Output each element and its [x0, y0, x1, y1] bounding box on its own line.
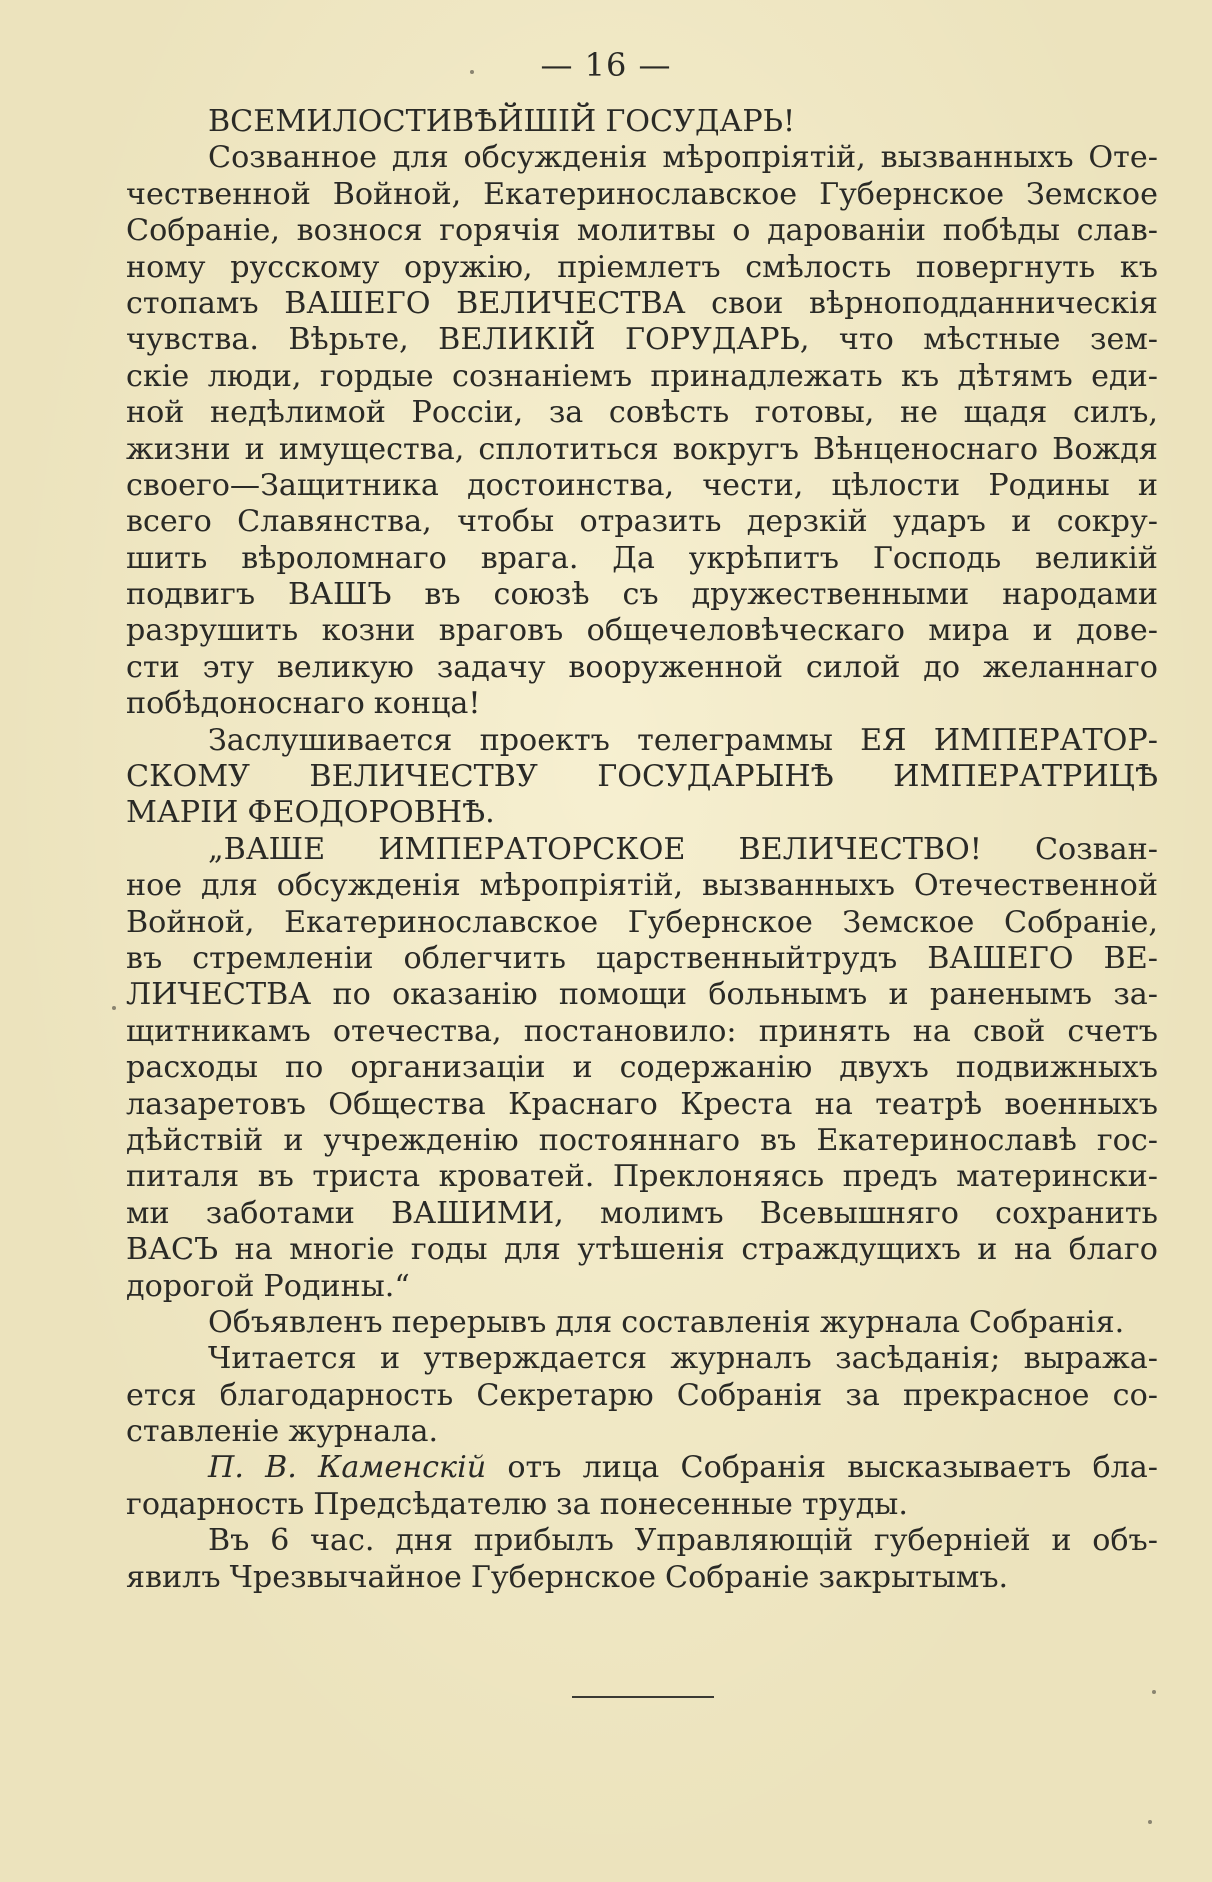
text-line: всего Славянства, чтобы отразить дерзкій ударъ и сокру-	[126, 504, 1158, 540]
page-number: — 16 —	[540, 46, 672, 84]
text-line: побѣдоноснаго конца!	[126, 686, 481, 722]
text-line: явилъ Чрезвычайное Губернское Собраніе закрытымъ.	[126, 1559, 1009, 1595]
text-line: годарность Предсѣдателю за понесенные труды.	[126, 1486, 908, 1522]
text-line: ное для обсужденія мѣропріятій, вызванныхъ Отечественной	[126, 868, 1158, 904]
text-line: разрушить козни враговъ общечеловѣческаго мира и дове-	[126, 613, 1158, 649]
text-line: П. В. Каменскій отъ лица Собранія высказываетъ бла-	[208, 1450, 1158, 1486]
text-line: „ВАШЕ ИМПЕРАТОРСКОЕ ВЕЛИЧЕСТВО! Созван-	[208, 831, 1158, 867]
text-line: подвигъ ВАШЪ въ союзѣ съ дружественными народами	[126, 577, 1158, 613]
text-line: дорогой Родины.“	[126, 1268, 410, 1304]
text-line: Созванное для обсужденія мѣропріятій, вызванныхъ Оте-	[208, 140, 1158, 176]
text-line: чувства. Вѣрьте, ВЕЛИКІЙ ГОРУДАРЬ, что мѣстные зем-	[126, 322, 1158, 358]
text-line: щитникамъ отечества, постановило: принять на свой счетъ	[126, 1013, 1158, 1049]
text-line: Заслушивается проектъ телеграммы ЕЯ ИМПЕРАТОР-	[208, 722, 1158, 758]
text-line: Собраніе, вознося горячія молитвы о дарованіи побѣды слав-	[126, 213, 1158, 249]
text-line: питаля въ триста кроватей. Преклоняясь предъ матерински-	[126, 1159, 1158, 1195]
text-line: СКОМУ ВЕЛИЧЕСТВУ ГОСУДАРЫНѢ ИМПЕРАТРИЦѢ	[126, 759, 1158, 795]
text-line: ставленіе журнала.	[126, 1414, 439, 1450]
text-line: ется благодарность Секретарю Собранія за прекрасное со-	[126, 1377, 1158, 1413]
text-line: Читается и утверждается журналъ засѣданія; выража-	[208, 1341, 1158, 1377]
text-line: дѣйствій и учрежденію постояннаго въ Екатеринославѣ гос-	[126, 1122, 1158, 1158]
text-line: ми заботами ВАШИМИ, молимъ Всевышняго сохранить	[126, 1195, 1158, 1231]
text-line: Войной, Екатеринославское Губернское Земское Собраніе,	[126, 904, 1158, 940]
text-line: скіе люди, гордые сознаніемъ принадлежать къ дѣтямъ еди-	[126, 358, 1158, 394]
text-line: ВСЕМИЛОСТИВѢЙШІЙ ГОСУДАРЬ!	[208, 104, 796, 139]
text-line: шить вѣроломнаго врага. Да укрѣпитъ Господь великій	[126, 540, 1158, 576]
text-line: ной недѣлимой Россіи, за совѣсть готовы, не щадя силъ,	[126, 395, 1158, 431]
paper-speck	[470, 70, 474, 74]
text-line: МАРІИ ФЕОДОРОВНѢ.	[126, 795, 495, 831]
text-line: въ стремленіи облегчить царственныйтрудъ ВАШЕГО ВЕ-	[126, 940, 1158, 976]
text-line: Объявленъ перерывъ для составленія журнала Собранія.	[208, 1304, 1125, 1340]
text-line: ному русскому оружію, пріемлетъ смѣлость повергнуть къ	[126, 249, 1158, 285]
text-line: расходы по организаціи и содержанію двухъ подвижныхъ	[126, 1050, 1158, 1086]
text-line: лазаретовъ Общества Краснаго Креста на театрѣ военныхъ	[126, 1086, 1158, 1122]
text-line: жизни и имущества, сплотиться вокругъ Вѣнценоснаго Вождя	[126, 431, 1158, 467]
text-line: чественной Войной, Екатеринославское Губернское Земское	[126, 176, 1158, 212]
body-text	[126, 104, 1158, 1596]
text-line: Въ 6 час. дня прибылъ Управляющій губерніей и объ-	[208, 1523, 1158, 1559]
text-line: ВАСЪ на многіе годы для утѣшенія страждущихъ и на благо	[126, 1232, 1158, 1268]
text-line: стопамъ ВАШЕГО ВЕЛИЧЕСТВА свои вѣрноподданническія	[126, 285, 1158, 321]
end-rule	[572, 1696, 714, 1698]
text-line: своего—Защитника достоинства, чести, цѣлости Родины и	[126, 467, 1158, 503]
text-line: ЛИЧЕСТВА по оказанію помощи больнымъ и раненымъ за-	[126, 977, 1158, 1013]
paper-speck	[112, 1006, 116, 1010]
paper-speck	[1148, 1820, 1152, 1824]
paper-speck	[1152, 1690, 1156, 1694]
text-line: сти эту великую задачу вооруженной силой до желаннаго	[126, 649, 1158, 685]
